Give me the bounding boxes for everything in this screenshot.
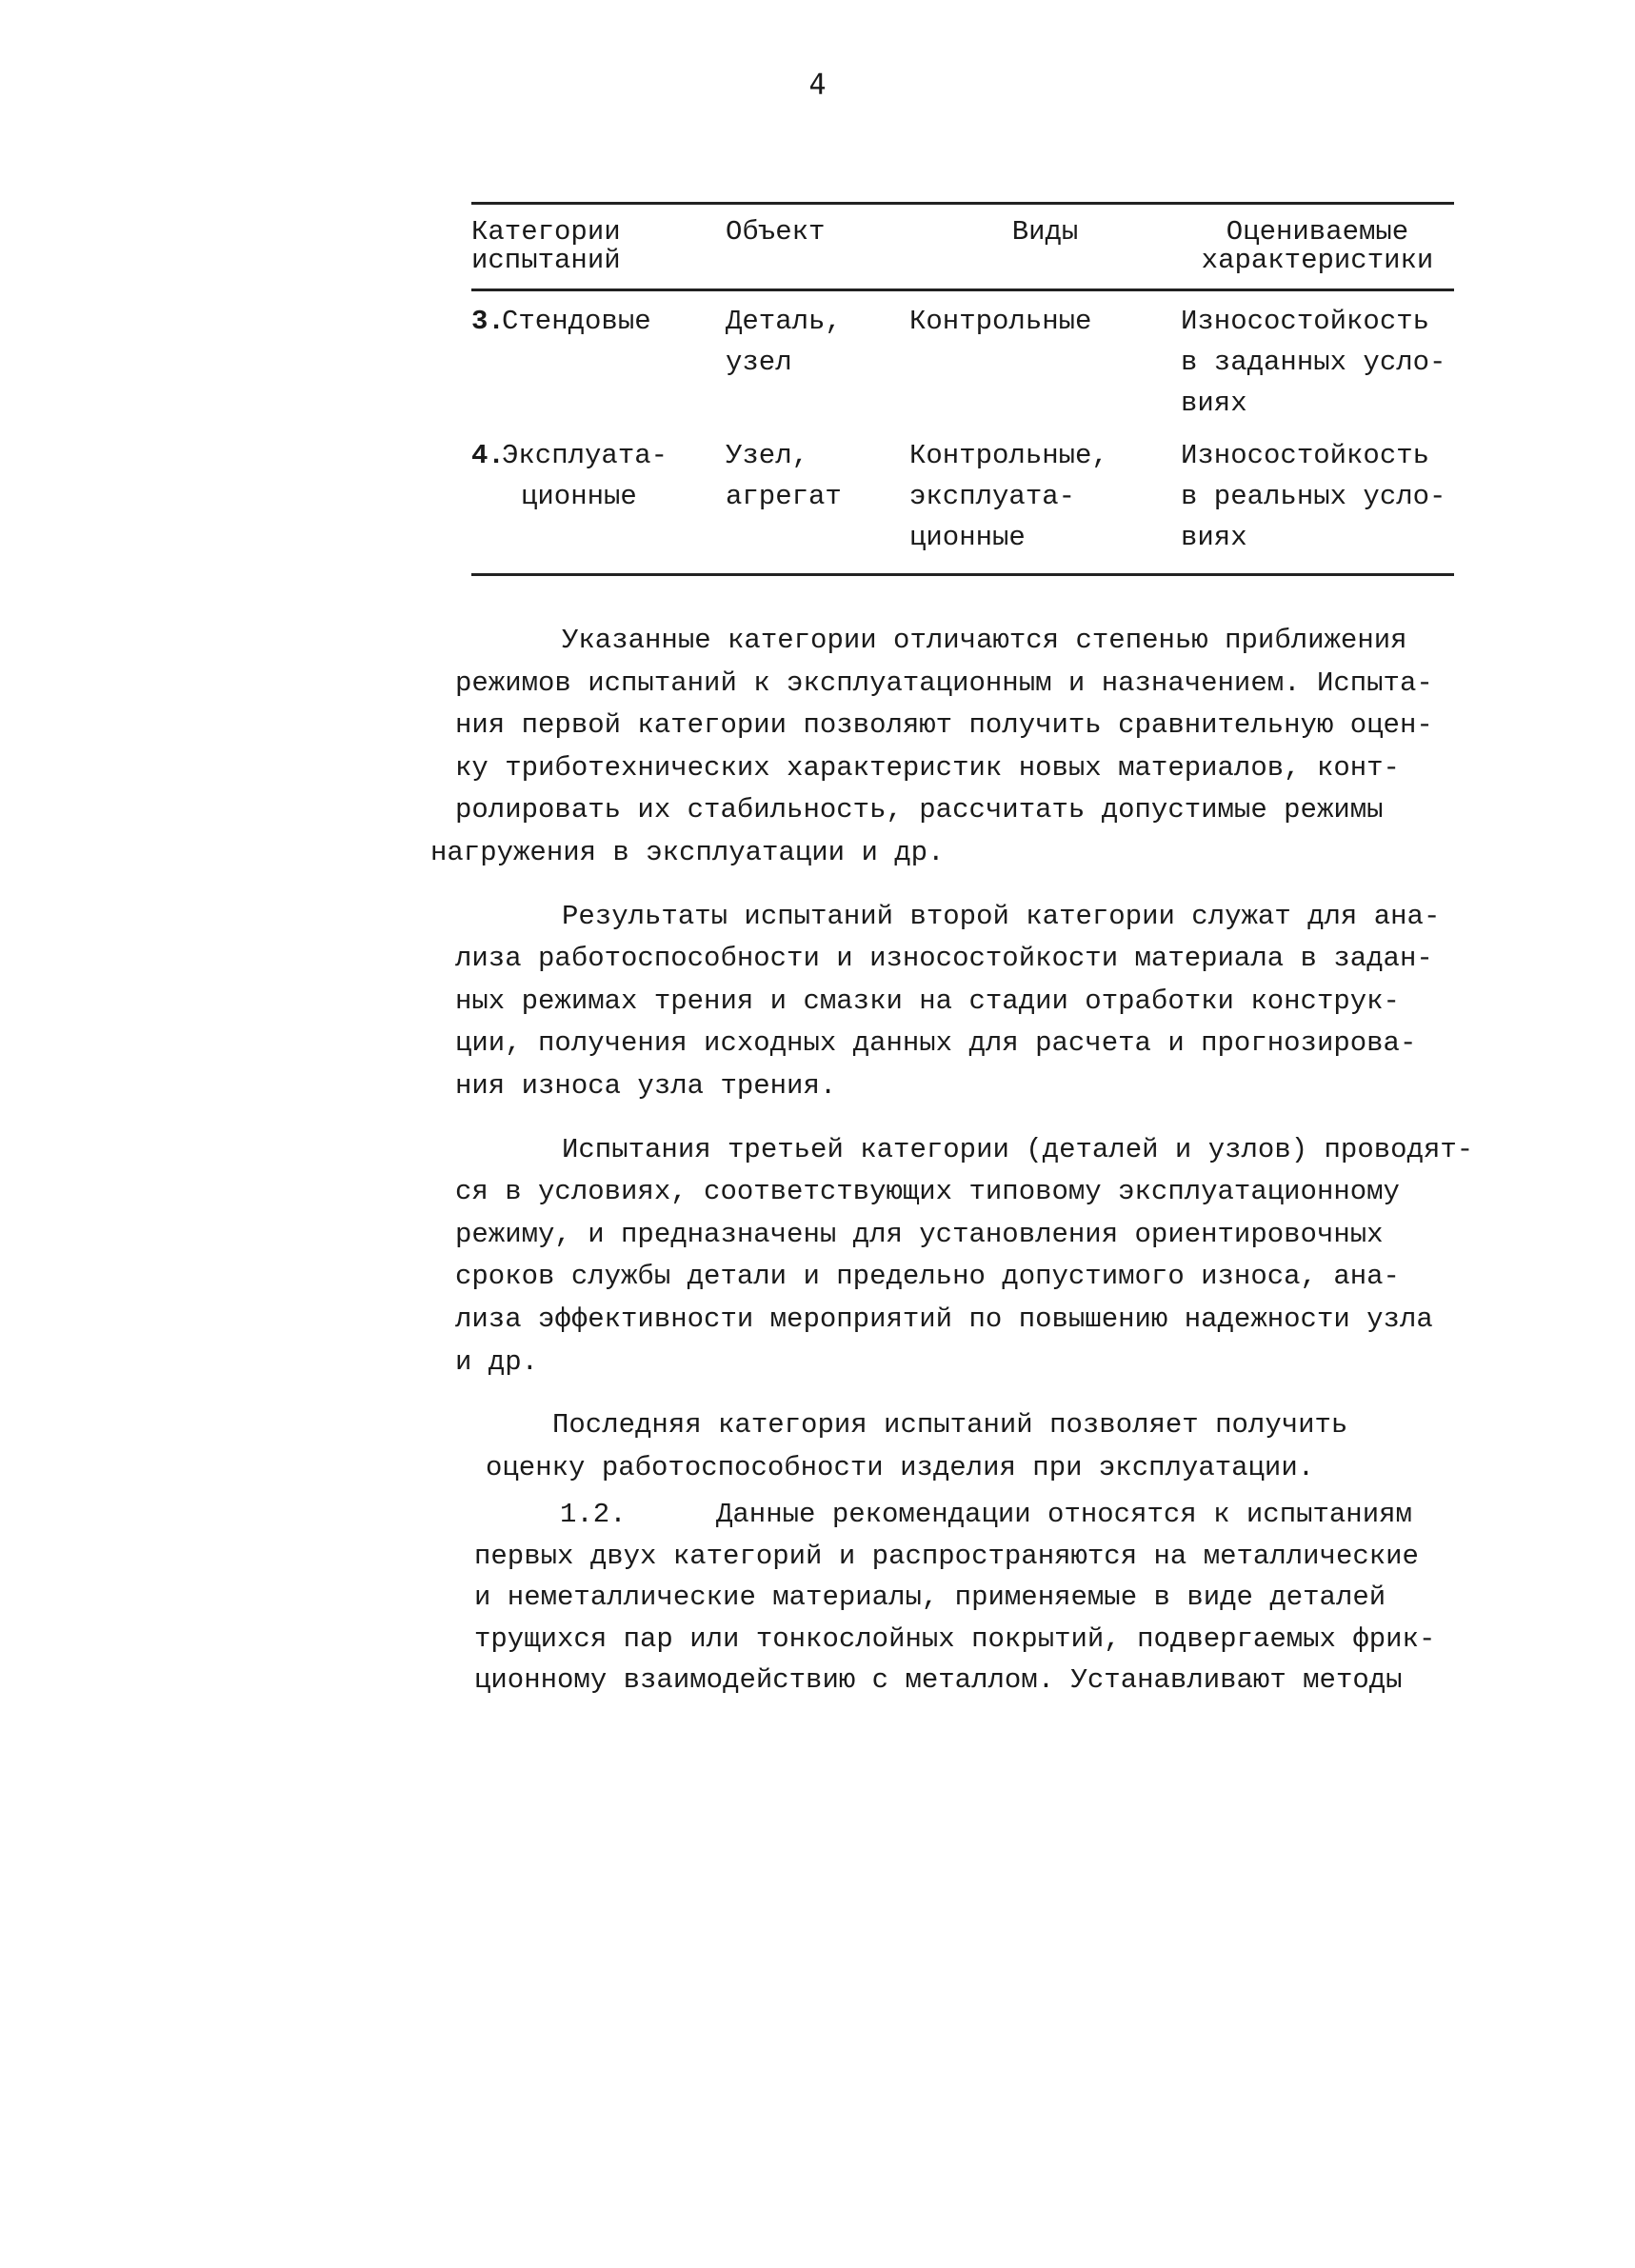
row-characteristics-cell: Износостойкость в реальных усло- виях: [1181, 440, 1446, 553]
row-characteristics-cell: Износостойкость в заданных усло- виях: [1181, 306, 1446, 419]
paragraph-second-category: Результаты испытаний второй категории служат для ана- лиза работоспособности и износостойкости материала в задан- ных режимах трения и смазки на стадии отработки конструк- ции, получения исходных данных для расчета и прогнозирова- ния износа узла трения.: [455, 900, 1441, 1102]
section-number: 1.2.: [560, 1499, 627, 1530]
row-category-cell: 3.Стендовые: [471, 306, 651, 337]
table-bottom-rule: [471, 573, 1454, 576]
row-kinds-cell: Контрольные, эксплуата- ционные: [909, 440, 1108, 553]
table-row: [471, 291, 1454, 426]
header-object: Объект: [726, 216, 826, 248]
row-kinds-cell: Контрольные: [909, 306, 1092, 337]
paragraph-categories-difference: Указанные категории отличаются степенью приближения режимов испытаний к эксплуатационным и назначением. Испыта- ния первой категории позволяют получить сравнительную оцен- ку триботехнических характеристик новых материалов, конт- ролировать их стабильность, рассчитать допустимые режимы нагружения в эксплуатации и др.: [430, 625, 1433, 868]
row-object-cell: Деталь, узел: [726, 306, 842, 378]
table-row: [471, 426, 1454, 560]
paragraph-last-category: Последняя категория испытаний позволяет получить оценку работоспособности изделия при эксплуатации.: [486, 1409, 1348, 1483]
categories-table: [471, 202, 1454, 576]
header-characteristics: Оцениваемые характеристики: [1201, 216, 1434, 276]
header-categories: Категории испытаний: [471, 216, 621, 276]
table-header-row: [471, 205, 1454, 288]
paragraph-third-category: Испытания третьей категории (деталей и узлов) проводят- ся в условиях, соответствующих типовому эксплуатационному режиму, и предназначены для установления ориентировочных сроков службы детали и предельно допустимого износа, ана- лиза эффективности мероприятий по повышению надежности узла и др.: [455, 1133, 1474, 1378]
body-text: [430, 620, 1503, 1510]
section-1-2: 1.2. Данные рекомендации относятся к испытаниям первых двух категорий и распространяются на металлические и неметаллические материалы, применяемые в виде деталей трущихся пар или тонкослойных покрытий, подвергаемых фрик- ционному взаимодействию с металлом. Устанавливают методы: [474, 1494, 1503, 1701]
row-category-cell: 4.Эксплуата- ционные: [471, 440, 668, 512]
row-object-cell: Узел, агрегат: [726, 440, 842, 512]
page-number: 4: [808, 69, 827, 102]
header-kinds: Виды: [1011, 216, 1079, 248]
